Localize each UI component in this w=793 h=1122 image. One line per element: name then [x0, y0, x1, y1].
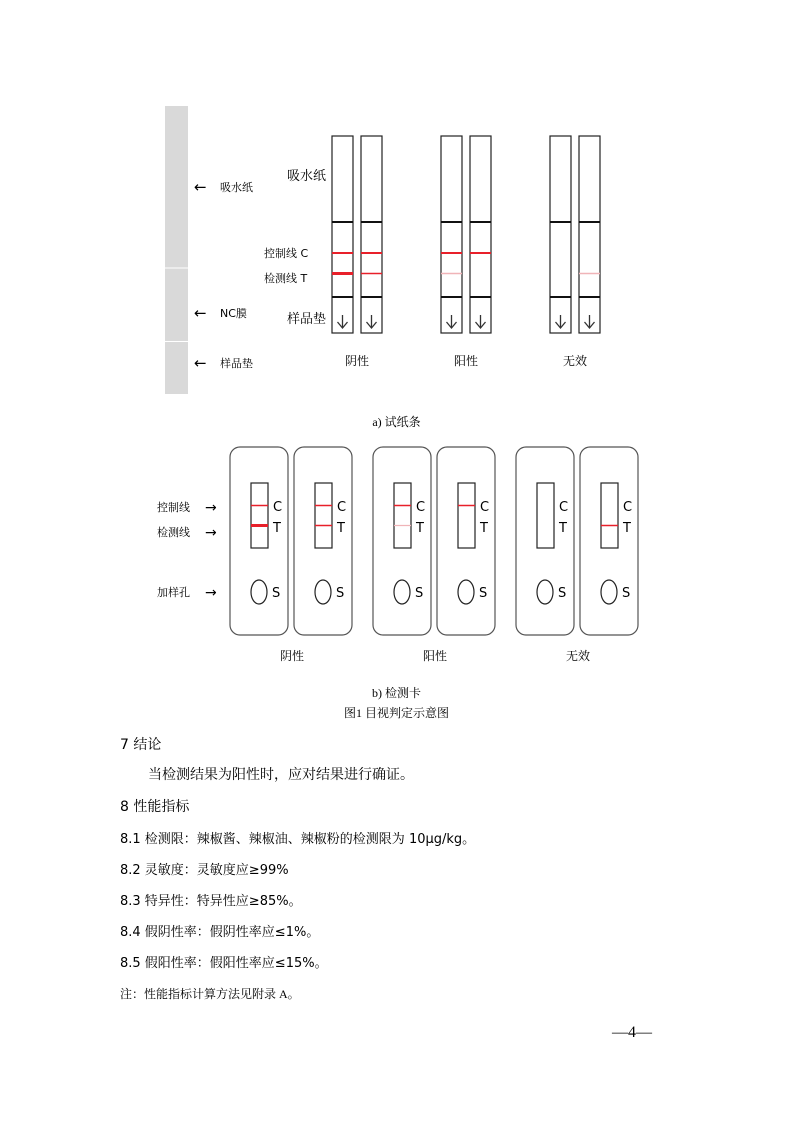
test-strip	[441, 136, 462, 333]
test-strip	[470, 136, 491, 333]
label-nc-membrane: NC膜	[220, 307, 247, 320]
section-8-note: 注：性能指标计算方法见附录 A。	[120, 987, 300, 1001]
arrow-icon: →	[205, 525, 217, 541]
test-strip	[579, 136, 600, 333]
card-letter-s: S	[479, 586, 488, 601]
label-control-line: 控制线	[157, 501, 190, 514]
test-card	[516, 447, 574, 635]
sample-well	[251, 580, 267, 604]
card-letter-t: T	[623, 521, 631, 536]
section-8-2: 8.2 灵敏度：灵敏度应≥99%	[120, 863, 289, 878]
figure-b-test-card-diagram	[0, 440, 793, 680]
group-label-positive: 阳性	[453, 354, 479, 368]
card-letter-c: C	[623, 500, 633, 515]
group-label-invalid: 无效	[565, 649, 591, 663]
test-card	[437, 447, 495, 635]
sample-well	[601, 580, 617, 604]
group-label-positive: 阳性	[422, 649, 448, 663]
label-test-line: 检测线	[157, 526, 190, 539]
label-sample-well: 加样孔	[157, 586, 190, 599]
strip-absorbent-section	[165, 106, 188, 268]
result-window	[394, 483, 411, 548]
card-letter-s: S	[415, 586, 424, 601]
group-label-negative: 阴性	[344, 354, 370, 368]
section-8-1: 8.1 检测限：辣椒酱、辣椒油、辣椒粉的检测限为 10μg/kg。	[120, 832, 476, 847]
section-8-heading: 8 性能指标	[120, 799, 190, 815]
result-window	[251, 483, 268, 548]
sample-well	[315, 580, 331, 604]
arrow-icon: ←	[194, 304, 207, 322]
label-absorbent-paper-small: 吸水纸	[220, 181, 253, 194]
card-letter-c: C	[416, 500, 426, 515]
sample-well	[458, 580, 474, 604]
result-window	[458, 483, 475, 548]
result-window	[537, 483, 554, 548]
arrow-icon: →	[205, 585, 217, 601]
section-8-4: 8.4 假阴性率：假阴性率应≤1%。	[120, 925, 320, 940]
test-card	[580, 447, 638, 635]
card-letter-c: C	[480, 500, 490, 515]
card-letter-t: T	[559, 521, 567, 536]
sample-well	[394, 580, 410, 604]
card-letter-s: S	[622, 586, 631, 601]
card-letter-c: C	[559, 500, 569, 515]
result-window	[601, 483, 618, 548]
card-letter-s: S	[272, 586, 281, 601]
label-absorbent-paper: 吸水纸	[287, 169, 327, 184]
card-letter-c: C	[337, 500, 347, 515]
arrow-icon: →	[205, 500, 217, 516]
section-8-3: 8.3 特异性：特异性应≥85%。	[120, 894, 302, 909]
test-card	[294, 447, 352, 635]
card-letter-t: T	[480, 521, 488, 536]
figure-a-test-strip-diagram	[0, 0, 793, 400]
card-letter-c: C	[273, 500, 283, 515]
card-letter-t: T	[337, 521, 345, 536]
arrow-icon: ←	[194, 178, 207, 196]
sample-well	[537, 580, 553, 604]
label-sample-pad: 样品垫	[287, 312, 327, 327]
card-letter-t: T	[273, 521, 281, 536]
strip-sample-section	[165, 342, 188, 394]
group-label-invalid: 无效	[562, 354, 588, 368]
test-card	[230, 447, 288, 635]
page-number: —4—	[612, 1024, 652, 1041]
label-sample-pad-small: 样品垫	[220, 357, 253, 370]
section-7-text: 当检测结果为阳性时，应对结果进行确证。	[148, 767, 414, 783]
figure-title: 图1 目视判定示意图	[343, 706, 449, 720]
card-letter-s: S	[558, 586, 567, 601]
figure-a-caption: a) 试纸条	[372, 415, 421, 429]
test-strip	[332, 136, 353, 333]
result-window	[315, 483, 332, 548]
section-7-heading: 7 结论	[120, 737, 162, 753]
test-strip	[361, 136, 382, 333]
group-label-negative: 阴性	[279, 649, 305, 663]
arrow-icon: ←	[194, 354, 207, 372]
card-letter-t: T	[416, 521, 424, 536]
card-letter-s: S	[336, 586, 345, 601]
test-card	[373, 447, 431, 635]
label-test-line-t: 检测线 T	[264, 272, 308, 285]
figure-b-caption: b) 检测卡	[372, 686, 421, 700]
test-strip	[550, 136, 571, 333]
section-8-5: 8.5 假阳性率：假阳性率应≤15%。	[120, 956, 328, 971]
label-control-line-c: 控制线 C	[264, 247, 309, 260]
strip-nc-section	[165, 268, 188, 341]
